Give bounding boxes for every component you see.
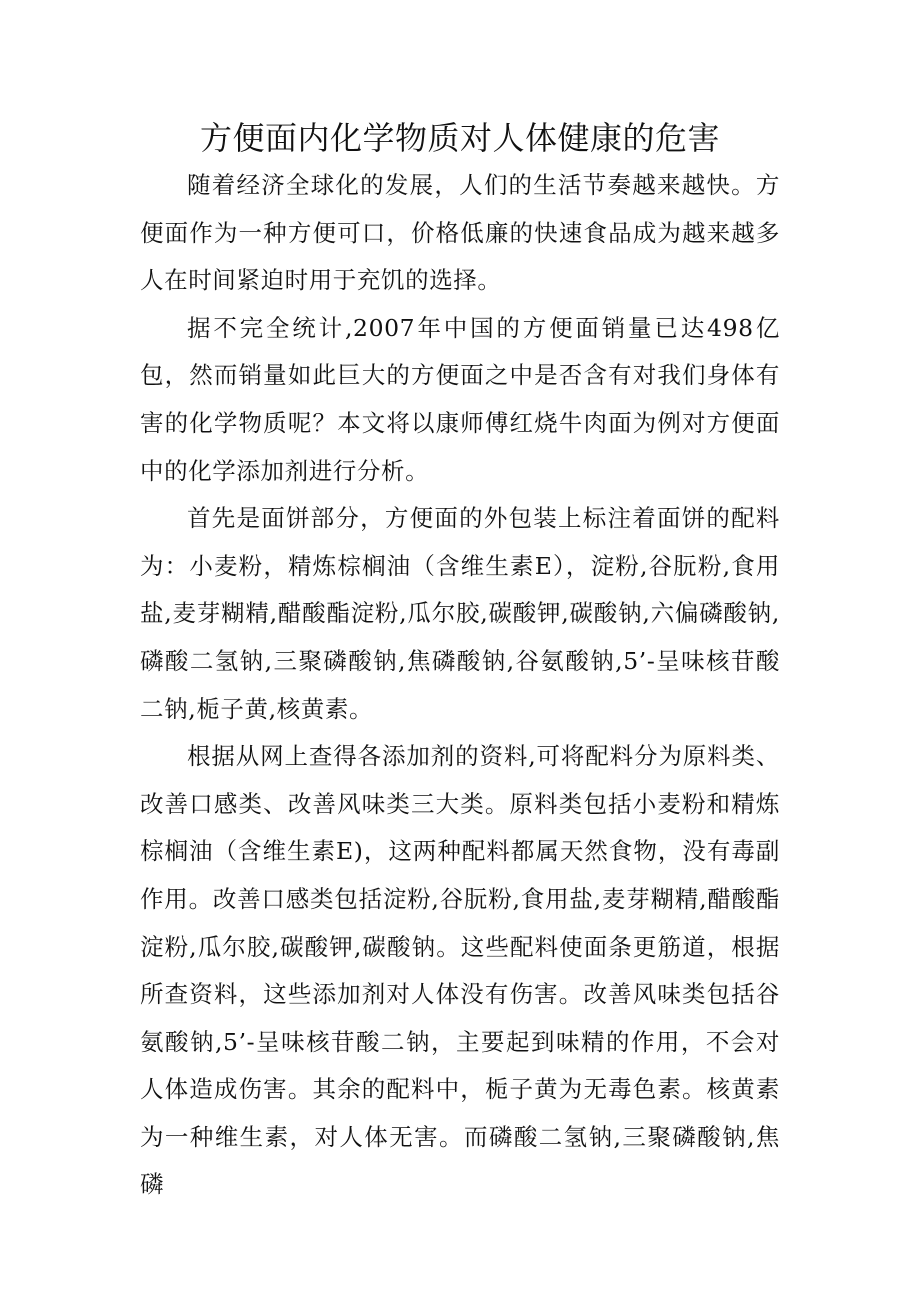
paragraph-statistics: 据不完全统计,2007年中国的方便面销量已达498亿包，然而销量如此巨大的方便面之中是否含有对我们身体有害的化学物质呢？本文将以康师傅红烧牛肉面为例对方便面中的化学添加剂进行分析。 (140, 313, 780, 485)
document-body (140, 162, 780, 1209)
paragraph-ingredients: 首先是面饼部分，方便面的外包装上标注着面饼的配料为：小麦粉，精炼棕榈油（含维生素E），淀粉,谷朊粉,食用盐,麦芽糊精,醋酸酯淀粉,瓜尔胶,碳酸钾,碳酸钠,六偏磷酸钠,磷酸二氢钠,三聚磷酸钠,焦磷酸钠,谷氨酸钠,5’-呈味核苷酸二钠,栀子黄,核黄素。 (140, 504, 780, 723)
document-title: 方便面内化学物质对人体健康的危害 (199, 119, 720, 157)
paragraph-intro: 随着经济全球化的发展，人们的生活节奏越来越快。方便面作为一种方便可口，价格低廉的快速食品成为越来越多人在时间紧迫时用于充饥的选择。 (140, 171, 780, 295)
paragraph-analysis: 根据从网上查得各添加剂的资料,可将配料分为原料类、改善口感类、改善风味类三大类。原料类包括小麦粉和精炼棕榈油（含维生素E)，这两种配料都属天然食物，没有毒副作用。改善口感类包括淀粉,谷朊粉,食用盐,麦芽糊精,醋酸酯淀粉,瓜尔胶,碳酸钾,碳酸钠。这些配料使面条更筋道，根据所查资料，这些添加剂对人体没有伤害。改善风味类包括谷氨酸钠,5’-呈味核苷酸二钠，主要起到味精的作用，不会对人体造成伤害。其余的配料中，栀子黄为无毒色素。核黄素为一种维生素，对人体无害。而磷酸二氢钠,三聚磷酸钠,焦磷 (140, 742, 780, 1199)
